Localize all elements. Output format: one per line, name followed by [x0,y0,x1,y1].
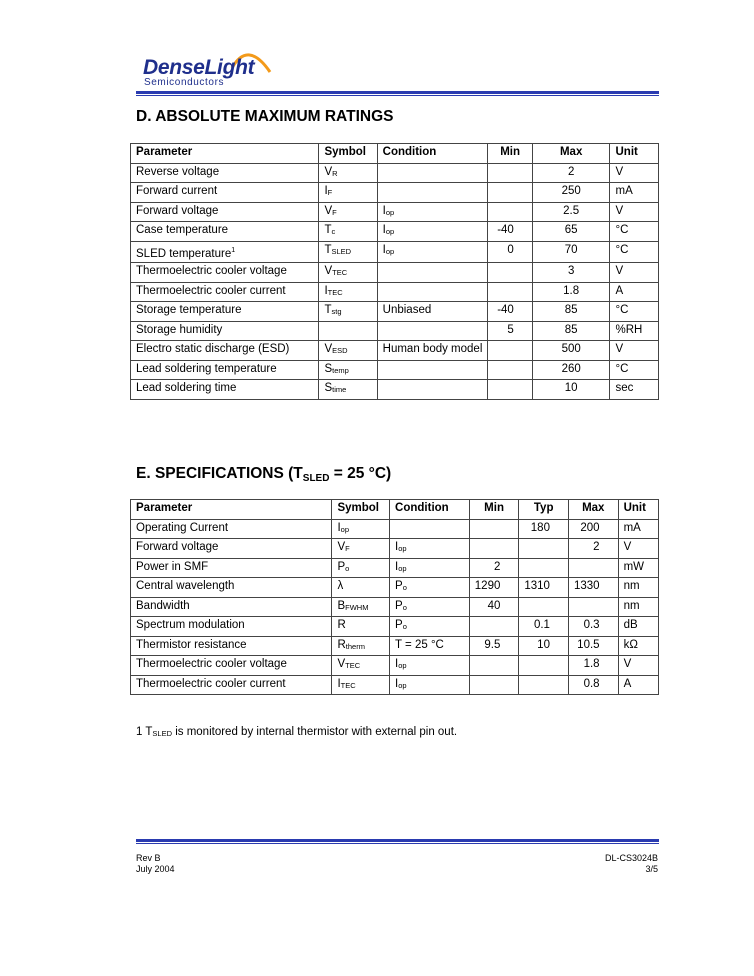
unit-cell: A [618,675,658,695]
typ-cell [519,656,569,676]
unit-cell: mW [618,558,658,578]
table-row [131,263,659,283]
typ-cell [519,539,569,559]
min-cell: 5 [488,321,532,341]
parameter-text: Central wavelength [136,580,235,592]
column-header: Condition [390,500,470,520]
column-header: Unit [610,144,659,164]
condition-cell-sub: o [402,622,407,631]
condition-cell-sub: op [398,563,407,573]
parameter-text: Thermoelectric cooler current [136,677,286,690]
max-cell: 200 [568,519,618,539]
symbol-cell-main: I [324,185,328,197]
parameter-cell [131,163,319,183]
parameter-cell [131,341,319,361]
table-row [131,617,659,637]
column-header: Unit [618,500,658,520]
typ-cell: 10 [519,636,569,656]
parameter-text: Thermoelectric cooler voltage [136,265,287,278]
symbol-cell-sub: op [340,524,350,534]
unit-cell: V [610,202,659,222]
symbol-cell-sub: F [332,207,337,217]
footnote: 1 TSLED is monitored by internal thermistor with external pin out. [136,726,458,738]
condition-cell-main: I [395,560,399,573]
condition-cell [390,558,470,578]
column-header: Symbol [332,500,390,520]
symbol-cell [332,636,390,656]
unit-cell: nm [618,578,658,598]
column-header: Condition [377,144,488,164]
unit-cell: kΩ [618,636,658,656]
symbol-cell [319,183,377,203]
min-cell: 40 [469,597,519,617]
condition-cell-main: P [395,580,403,592]
table-row [131,222,659,242]
symbol-cell [332,656,390,676]
symbol-cell-main: S [324,382,333,395]
condition-cell [377,380,488,400]
condition-cell-main: I [382,224,386,236]
condition-cell [390,656,470,676]
condition-cell [390,519,470,539]
condition-cell-main: Human body model [382,343,483,356]
min-cell [469,656,519,676]
unit-cell: V [618,656,658,676]
condition-cell [377,282,488,302]
max-cell: 1.8 [568,656,618,676]
parameter-cell [131,263,319,283]
header-row [131,500,659,520]
symbol-cell [319,263,377,283]
condition-cell [390,539,470,559]
max-cell: 10.5 [568,636,618,656]
condition-cell-sub: op [398,544,407,553]
condition-cell [377,183,488,203]
table-row [131,675,659,695]
page-number: 3/5 [645,864,658,874]
parameter-cell [131,222,319,242]
company-logo [140,42,280,92]
table-row [131,578,659,598]
table-row [131,163,659,183]
parameter-cell [131,636,332,656]
symbol-cell-main: V [324,343,333,356]
symbol-cell [332,578,390,598]
footer-rule [136,839,659,844]
unit-cell: sec [610,380,659,400]
logo-tagline: Semiconductors [144,77,225,88]
parameter-text: Thermistor resistance [136,638,247,651]
table-row [131,656,659,676]
condition-cell [377,163,488,183]
max-cell: 260 [532,360,610,380]
min-cell: -40 [488,222,532,242]
condition-cell-sub: op [385,246,395,256]
symbol-cell-main: V [337,541,346,553]
min-cell [469,675,519,695]
symbol-cell-main: V [324,265,333,278]
symbol-cell-sub: F [345,544,350,553]
condition-cell-sub: op [398,680,407,690]
symbol-cell [319,360,377,380]
unit-cell: V [618,539,658,559]
condition-cell-main: I [395,541,399,553]
parameter-text: Lead soldering time [136,382,237,395]
parameter-cell [131,519,332,539]
symbol-cell [332,617,390,637]
condition-cell-sub: op [385,227,395,236]
symbol-cell-main: I [337,521,341,534]
condition-cell [390,617,470,637]
max-cell [568,558,618,578]
symbol-cell-main: S [324,362,333,375]
max-cell: 85 [532,321,610,341]
symbol-cell [319,282,377,302]
condition-cell-sub: op [398,661,407,670]
parameter-text: Operating Current [136,521,229,534]
symbol-cell-main: T [324,224,332,236]
section-e-title: E. SPECIFICATIONS ($T_{SLED} = 25$ °C) [136,465,392,484]
unit-cell: °C [610,241,659,263]
symbol-cell-sub: ESD [332,346,348,356]
condition-cell-sub: o [402,602,407,612]
symbol-cell-main: R [337,638,346,651]
condition-cell-main: P [395,599,403,612]
unit-cell: dB [618,617,658,637]
symbol-cell-main: V [324,165,333,178]
condition-cell-main: I [382,204,386,217]
max-cell: 250 [532,183,610,203]
parameter-text: Thermoelectric cooler voltage [136,658,287,670]
table-row [131,558,659,578]
logo-wordmark: DenseLight [143,56,255,79]
min-cell [488,183,532,203]
parameter-cell [131,282,319,302]
parameter-text: SLED temperature [136,247,232,260]
header-rule [136,91,659,96]
parameter-text: Electro static discharge (ESD) [136,343,290,356]
min-cell: 2 [469,558,519,578]
parameter-text: Thermoelectric cooler current [136,284,286,297]
table-row [131,380,659,400]
min-cell [469,519,519,539]
max-cell: 3 [532,263,610,283]
min-cell [469,539,519,559]
symbol-cell-main: I [337,677,341,690]
footnote-ref: 1 [231,246,236,254]
date: July 2004 [136,864,175,874]
revision: Rev B [136,853,161,863]
max-cell: 65 [532,222,610,242]
symbol-cell-sub: time [332,385,347,395]
condition-cell [377,202,488,222]
min-cell [488,202,532,222]
condition-cell [390,636,470,656]
max-cell: 2 [532,163,610,183]
unit-cell: °C [610,302,659,322]
unit-cell: A [610,282,659,302]
symbol-cell-sub: TEC [340,680,356,690]
column-header: Min [488,144,532,164]
parameter-text: Storage temperature [136,304,242,317]
max-cell: 85 [532,302,610,322]
table-row [131,241,659,263]
parameter-text: Case temperature [136,224,229,236]
unit-cell: nm [618,597,658,617]
symbol-cell-main: T [324,243,332,256]
condition-cell-main: Unbiased [382,304,432,317]
parameter-text: Lead soldering temperature [136,362,277,375]
table-row [131,202,659,222]
symbol-cell [319,163,377,183]
symbol-cell [332,519,390,539]
parameter-cell [131,539,332,559]
column-header: Parameter [131,500,332,520]
max-cell: 70 [532,241,610,263]
symbol-cell [332,558,390,578]
symbol-cell-sub: TEC [332,268,348,278]
parameter-cell [131,617,332,637]
typ-cell [519,558,569,578]
parameter-cell [131,656,332,676]
symbol-cell-sub: therm [345,641,365,651]
column-header: Symbol [319,144,377,164]
min-cell: 1290 [469,578,519,598]
min-cell: 0 [488,241,532,263]
parameter-text: Spectrum modulation [136,619,245,631]
min-cell [469,617,519,637]
min-cell [488,263,532,283]
max-cell: 2 [568,539,618,559]
symbol-cell-main: V [324,204,333,217]
condition-cell [390,597,470,617]
max-cell: 1330 [568,578,618,598]
parameter-text: Forward voltage [136,541,219,553]
min-cell: -40 [488,302,532,322]
typ-cell [519,597,569,617]
condition-cell [390,675,470,695]
min-cell [488,341,532,361]
table-row [131,282,659,302]
symbol-cell-main: V [337,658,346,670]
min-cell [488,380,532,400]
symbol-cell [319,222,377,242]
column-header: Parameter [131,144,319,164]
table-row [131,597,659,617]
symbol-cell-sub: SLED [331,246,352,256]
symbol-cell-sub: F [327,188,333,197]
symbol-cell [319,202,377,222]
symbol-cell-main: P [337,560,346,573]
symbol-cell-main: B [337,599,346,612]
absolute-max-ratings-table [130,143,659,400]
min-cell: 9.5 [469,636,519,656]
parameter-cell [131,675,332,695]
symbol-cell-sub: R [332,168,338,178]
unit-cell: V [610,263,659,283]
parameter-cell [131,321,319,341]
parameter-cell [131,380,319,400]
max-cell: 10 [532,380,610,400]
table-row [131,341,659,361]
table-row [131,183,659,203]
unit-cell: °C [610,222,659,242]
symbol-cell [319,302,377,322]
symbol-cell-sub: stg [331,307,342,317]
symbol-cell [319,380,377,400]
parameter-cell [131,202,319,222]
max-cell [568,597,618,617]
condition-cell [377,241,488,263]
symbol-cell-sub: TEC [345,661,361,670]
typ-cell: 0.1 [519,617,569,637]
section-d-title: D. ABSOLUTE MAXIMUM RATINGS [136,108,394,125]
condition-cell-main: I [395,677,399,690]
symbol-cell [332,675,390,695]
footer-right [605,853,658,875]
parameter-text: Storage humidity [136,323,223,336]
column-header: Max [532,144,610,164]
unit-cell: %RH [610,321,659,341]
column-header: Typ [519,500,569,520]
parameter-text: Power in SMF [136,560,209,573]
symbol-cell-main: I [324,284,328,297]
symbol-cell-sub: TEC [327,287,343,297]
symbol-cell-main: R [337,619,346,631]
condition-cell-main: I [382,243,386,256]
condition-cell [377,263,488,283]
column-header: Min [469,500,519,520]
footer-left [136,853,175,875]
condition-cell-main: P [395,619,403,631]
condition-cell [377,302,488,322]
condition-cell [390,578,470,598]
symbol-cell-sub: o [345,563,350,573]
max-cell: 0.3 [568,617,618,637]
condition-cell-sub: o [402,583,407,592]
unit-cell: V [610,341,659,361]
condition-cell-sub: op [385,207,395,217]
table-row [131,321,659,341]
condition-cell-main: I [395,658,399,670]
condition-cell [377,321,488,341]
parameter-cell [131,302,319,322]
typ-cell: 180 [519,519,569,539]
unit-cell: mA [610,183,659,203]
unit-cell: °C [610,360,659,380]
condition-cell [377,222,488,242]
parameter-text: Forward voltage [136,204,219,217]
symbol-cell-main: T [324,304,332,317]
parameter-cell [131,241,319,263]
min-cell [488,163,532,183]
parameter-text: Bandwidth [136,599,190,612]
symbol-cell-sub: FWHM [345,602,369,612]
symbol-cell-main: λ [337,580,344,592]
table-row [131,519,659,539]
max-cell: 2.5 [532,202,610,222]
max-cell: 1.8 [532,282,610,302]
condition-cell-main: T = 25 °C [395,638,444,651]
symbol-cell-sub: temp [332,365,349,375]
symbol-cell [332,597,390,617]
parameter-cell [131,558,332,578]
symbol-cell [319,341,377,361]
symbol-cell [332,539,390,559]
table-row [131,360,659,380]
header-row [131,144,659,164]
condition-cell [377,360,488,380]
parameter-cell [131,597,332,617]
unit-cell: V [610,163,659,183]
specifications-table [130,499,659,695]
parameter-cell [131,578,332,598]
typ-cell: 1310 [519,578,569,598]
symbol-cell [319,241,377,263]
typ-cell [519,675,569,695]
min-cell [488,282,532,302]
parameter-text: Reverse voltage [136,165,220,178]
column-header: Max [568,500,618,520]
max-cell: 500 [532,341,610,361]
parameter-cell [131,183,319,203]
parameter-text: Forward current [136,185,218,197]
symbol-cell [319,321,377,341]
table-row [131,539,659,559]
condition-cell [377,341,488,361]
symbol-cell-sub: c [331,227,336,236]
parameter-cell [131,360,319,380]
document-number: DL-CS3024B [604,853,658,863]
table-row [131,302,659,322]
table-row [131,636,659,656]
max-cell: 0.8 [568,675,618,695]
min-cell [488,360,532,380]
unit-cell: mA [618,519,658,539]
